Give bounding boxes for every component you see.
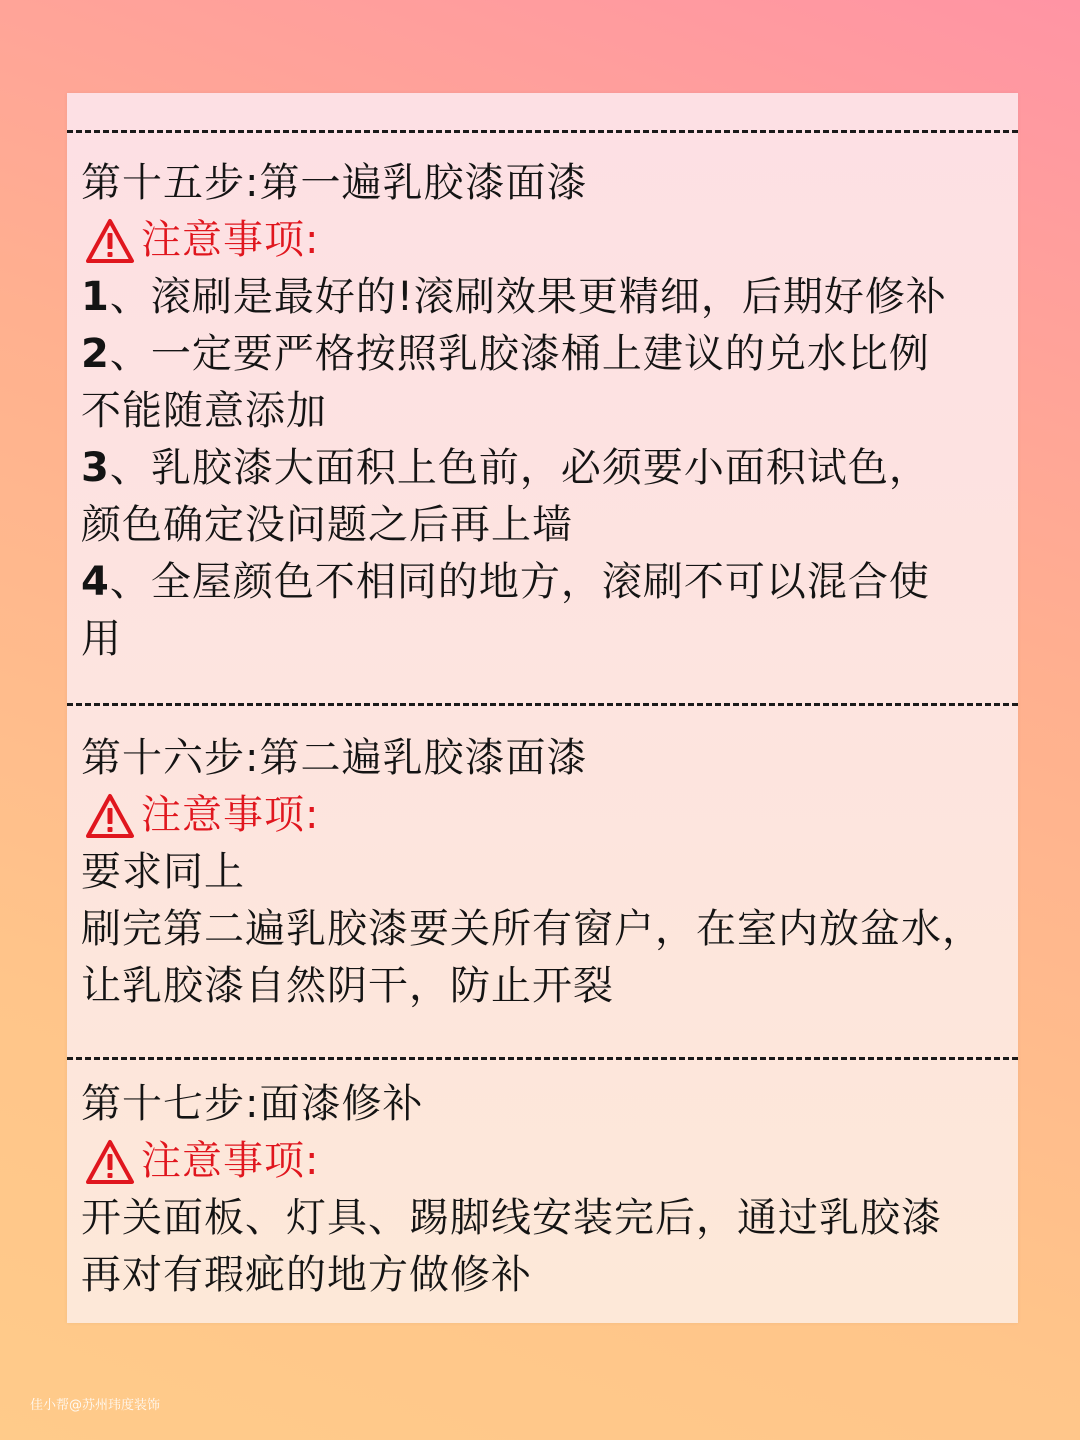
list-item [81,554,1016,611]
list-item: 让乳胶漆自然阴干，防止开裂 [81,963,614,1009]
step-17-section [81,1076,1016,1304]
list-item: 刷完第二遍乳胶漆要关所有窗户，在室内放盆水， [81,906,983,952]
item-number: 3 [81,445,110,491]
dashed-divider [67,1057,1018,1060]
step-15-title: 第十五步:第一遍乳胶漆面漆 [81,160,588,206]
item-number: 1 [81,274,110,320]
watermark: 佳小帮@苏州玮度装饰 [30,1398,161,1413]
warning-triangle-icon [85,793,135,839]
step-16-section [81,730,1016,1015]
item-text: 、滚刷是最好的!滚刷效果更精细，后期好修补 [109,274,947,320]
list-item: 开关面板、灯具、踢脚线安装完后，通过乳胶漆 [81,1195,942,1241]
list-item: 再对有瑕疵的地方做修补 [81,1252,532,1298]
item-text: 用 [81,616,122,662]
item-text: 不能随意添加 [81,388,327,434]
item-number: 4 [81,559,110,605]
item-text: 、全屋颜色不相同的地方，滚刷不可以混合使 [109,559,930,605]
item-number: 2 [81,331,110,377]
list-item [81,383,1016,440]
notice-label: 注意事项: [141,792,320,838]
item-text: 、乳胶漆大面积上色前，必须要小面积试色， [109,445,930,491]
step-15-notice [81,212,1016,269]
step-15-section [81,155,1016,668]
step-16-notice [81,787,1016,844]
notice-label: 注意事项: [141,217,320,263]
content-card [67,93,1018,1323]
warning-triangle-icon [85,218,135,264]
dashed-divider [67,130,1018,133]
step-16-title: 第十六步:第二遍乳胶漆面漆 [81,735,588,781]
list-item [81,497,1016,554]
list-item [81,440,1016,497]
item-text: 、一定要严格按照乳胶漆桶上建议的兑水比例 [109,331,930,377]
step-17-notice [81,1133,1016,1190]
list-item [81,269,1016,326]
item-text: 颜色确定没问题之后再上墙 [81,502,573,548]
list-item: 要求同上 [81,849,245,895]
list-item [81,326,1016,383]
warning-triangle-icon [85,1139,135,1185]
dashed-divider [67,703,1018,706]
list-item [81,611,1016,668]
notice-label: 注意事项: [141,1138,320,1184]
step-17-title: 第十七步:面漆修补 [81,1081,424,1127]
